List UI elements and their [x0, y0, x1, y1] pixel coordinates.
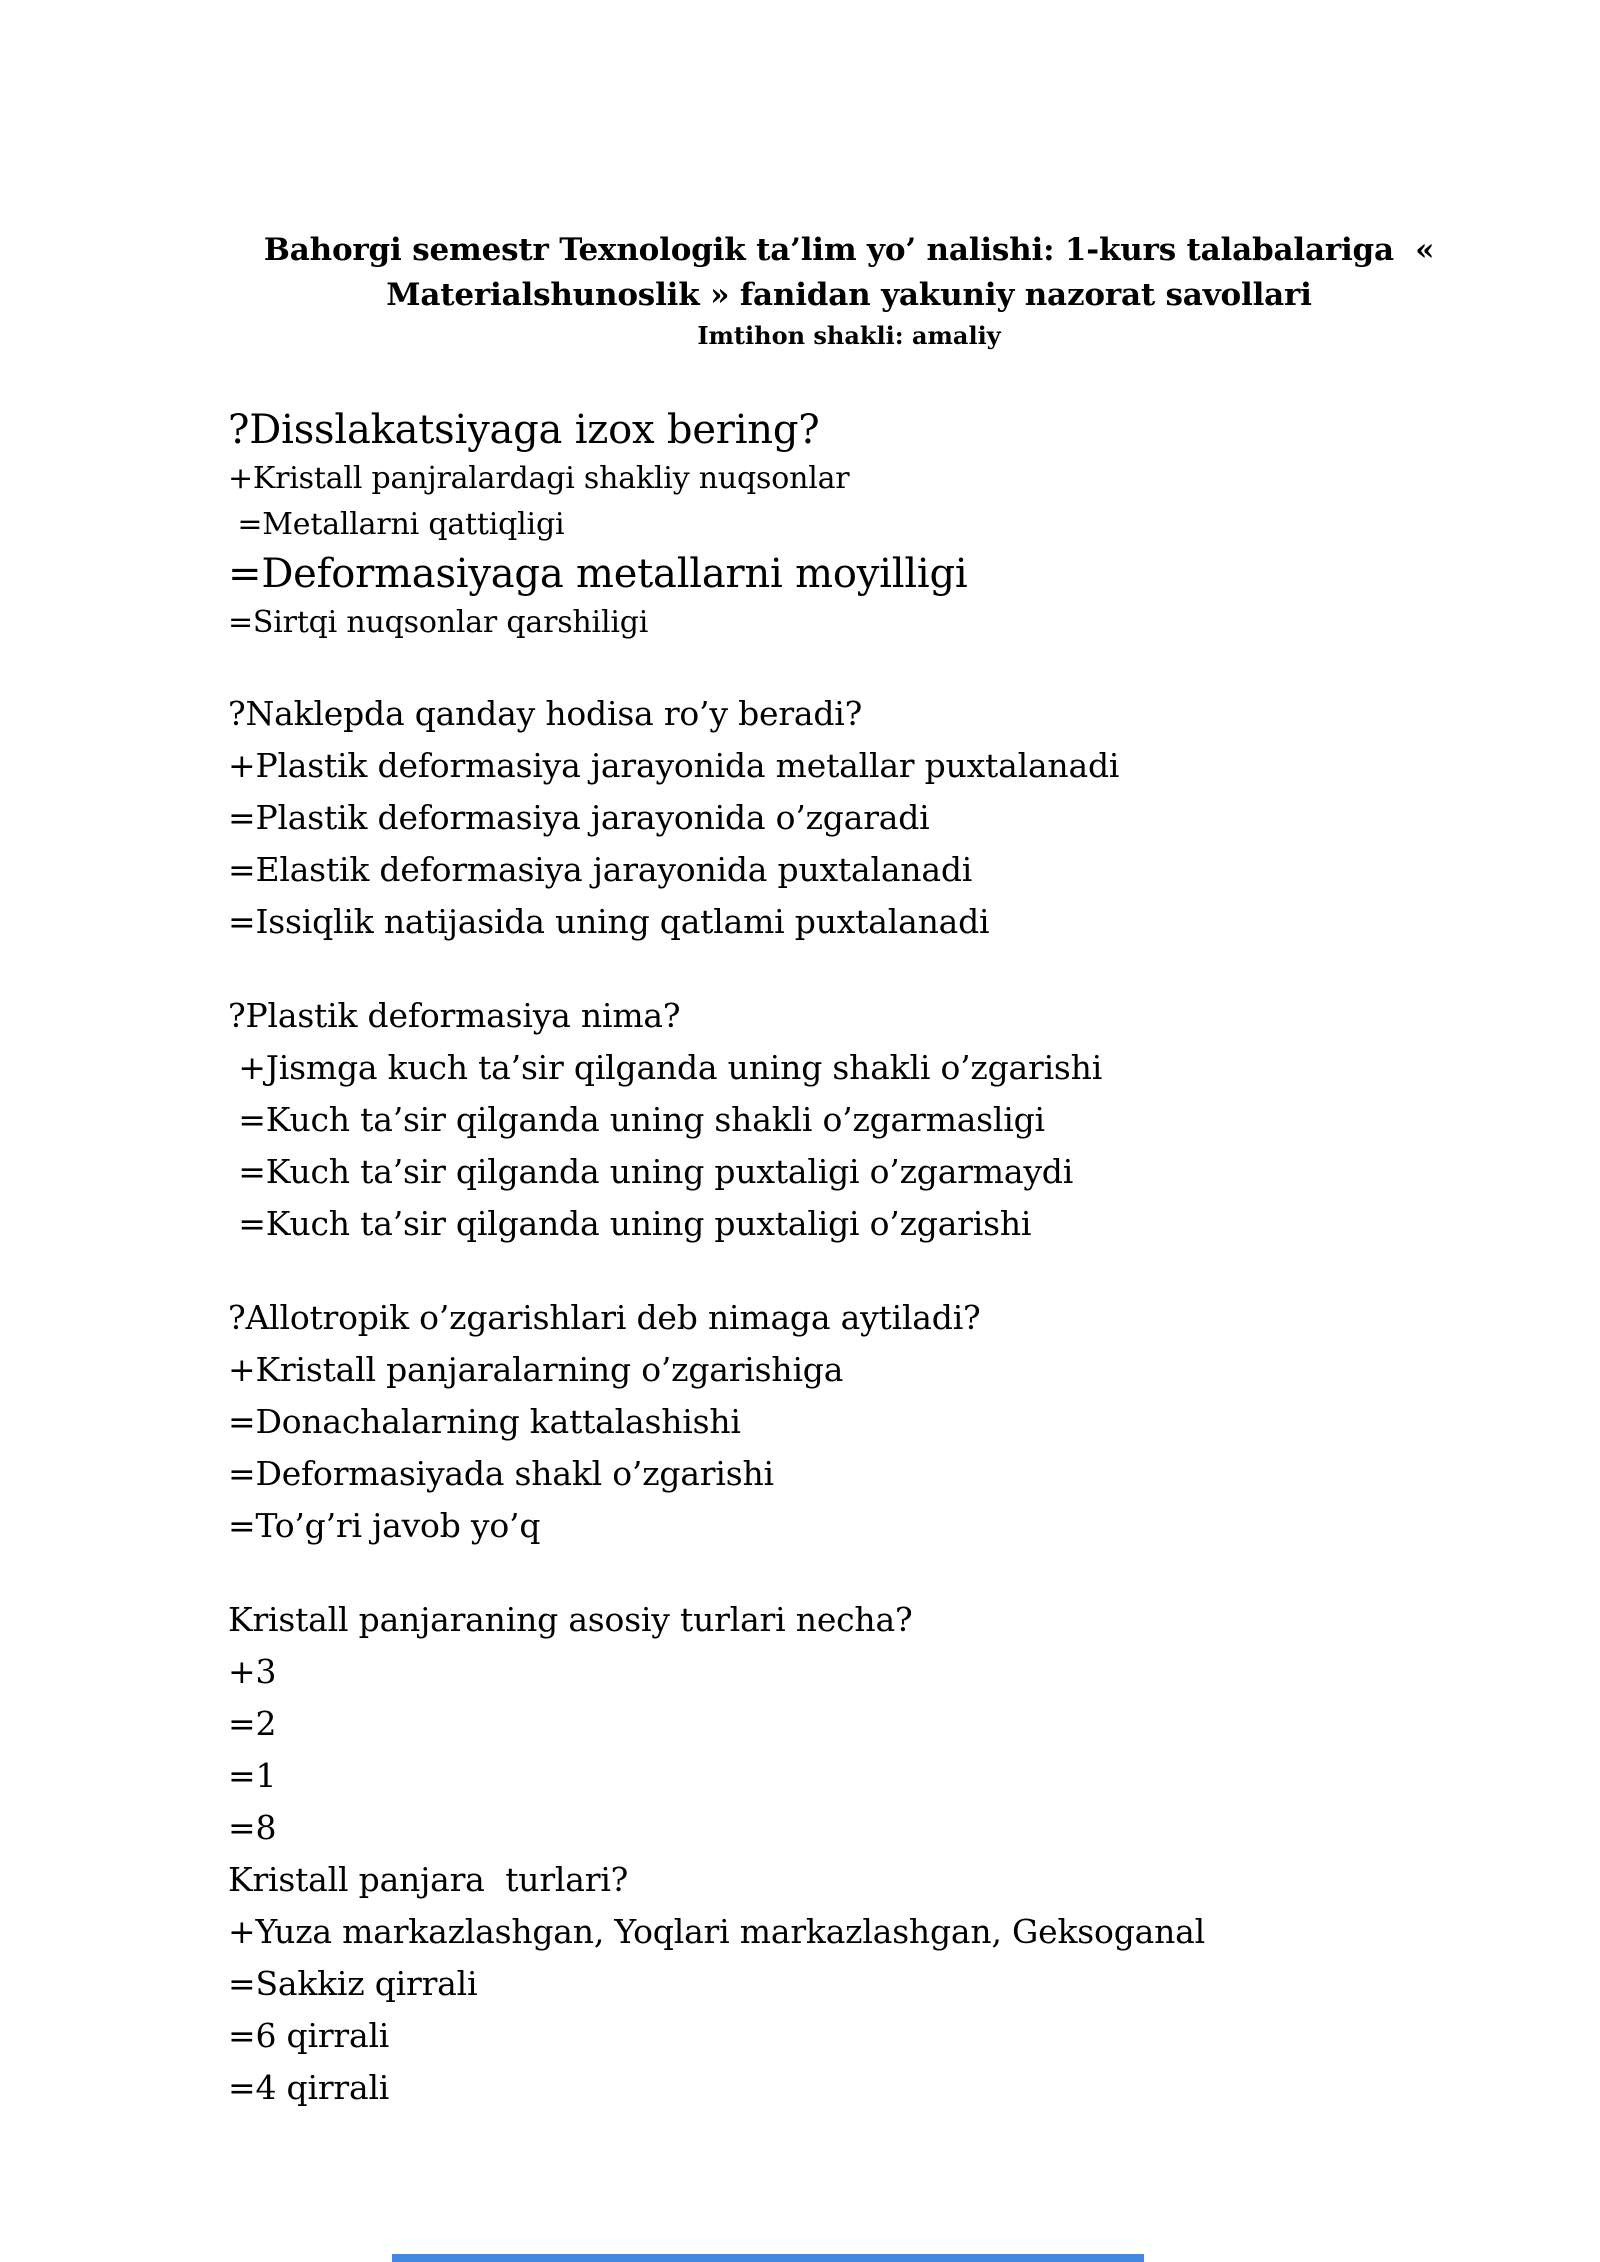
answer-text: +Plastik deformasiya jarayonida metallar puxtalanadi — [228, 746, 1120, 785]
question-block — [228, 1594, 1470, 1854]
title-line-2: Materialshunoslik » fanidan yakuniy nazorat savollari — [386, 277, 1312, 313]
answer-text: =Donachalarning kattalashishi — [228, 1402, 741, 1441]
answer-text: =Kuch ta’sir qilganda uning puxtaligi o’zgarishi — [228, 1204, 1032, 1243]
question-text: ?Disslakatsiyaga izox bering? — [228, 407, 820, 453]
answer-text: =Deformasiyaga metallarni moyilligi — [228, 551, 968, 597]
answer-text: =Kuch ta’sir qilganda uning shakli o’zgarmasligi — [228, 1100, 1045, 1139]
answer-text: +Kristall panjralardagi shakliy nuqsonlar — [228, 461, 850, 496]
answer-text: =Plastik deformasiya jarayonida o’zgaradi — [228, 798, 930, 837]
question-block — [228, 688, 1470, 948]
answer-text: =1 — [228, 1756, 277, 1795]
question-text: Kristall panjara turlari? — [228, 1860, 629, 1899]
document-subtitle: Imtihon shakli: amaliy — [697, 321, 1001, 350]
question-text: ?Plastik deformasiya nima? — [228, 996, 681, 1035]
title-line-1: Bahorgi semestr Texnologik ta’lim yo’ nalishi: 1-kurs talabalariga « — [263, 232, 1435, 268]
question-text: ?Allotropik o’zgarishlari deb nimaga aytiladi? — [228, 1298, 981, 1337]
answer-text: =Kuch ta’sir qilganda uning puxtaligi o’zgarmaydi — [228, 1152, 1074, 1191]
answer-text: +3 — [228, 1652, 277, 1691]
answer-text: =To’g’ri javob yo’q — [228, 1506, 541, 1545]
document-title — [228, 228, 1470, 318]
answer-text: +Kristall panjaralarning o’zgarishiga — [228, 1350, 844, 1389]
question-text: Kristall panjaraning asosiy turlari necha? — [228, 1600, 913, 1639]
answer-text: =Metallarni qattiqligi — [228, 507, 565, 542]
answer-text: =Sirtqi nuqsonlar qarshiligi — [228, 605, 649, 640]
question-block — [228, 404, 1470, 646]
answer-text: +Jismga kuch ta’sir qilganda uning shakli o’zgarishi — [228, 1048, 1103, 1087]
selection-highlight-bar — [392, 2254, 1144, 2262]
answer-text: =6 qirrali — [228, 2016, 390, 2055]
answer-text: +Yuza markazlashgan, Yoqlari markazlashgan, Geksoganal — [228, 1912, 1205, 1951]
answer-text: =8 — [228, 1808, 277, 1847]
document-header — [228, 228, 1470, 354]
answer-text: =2 — [228, 1704, 277, 1743]
answer-text: =Issiqlik natijasida uning qatlami puxtalanadi — [228, 902, 990, 941]
question-block — [228, 990, 1470, 1250]
question-block — [228, 1854, 1470, 2114]
question-block — [228, 1292, 1470, 1552]
answer-text: =Elastik deformasiya jarayonida puxtalanadi — [228, 850, 973, 889]
questions-list — [228, 404, 1470, 2114]
question-text: ?Naklepda qanday hodisa ro’y beradi? — [228, 694, 863, 733]
answer-text: =Deformasiyada shakl o’zgarishi — [228, 1454, 774, 1493]
answer-text: =4 qirrali — [228, 2068, 390, 2107]
answer-text: =Sakkiz qirrali — [228, 1964, 478, 2003]
